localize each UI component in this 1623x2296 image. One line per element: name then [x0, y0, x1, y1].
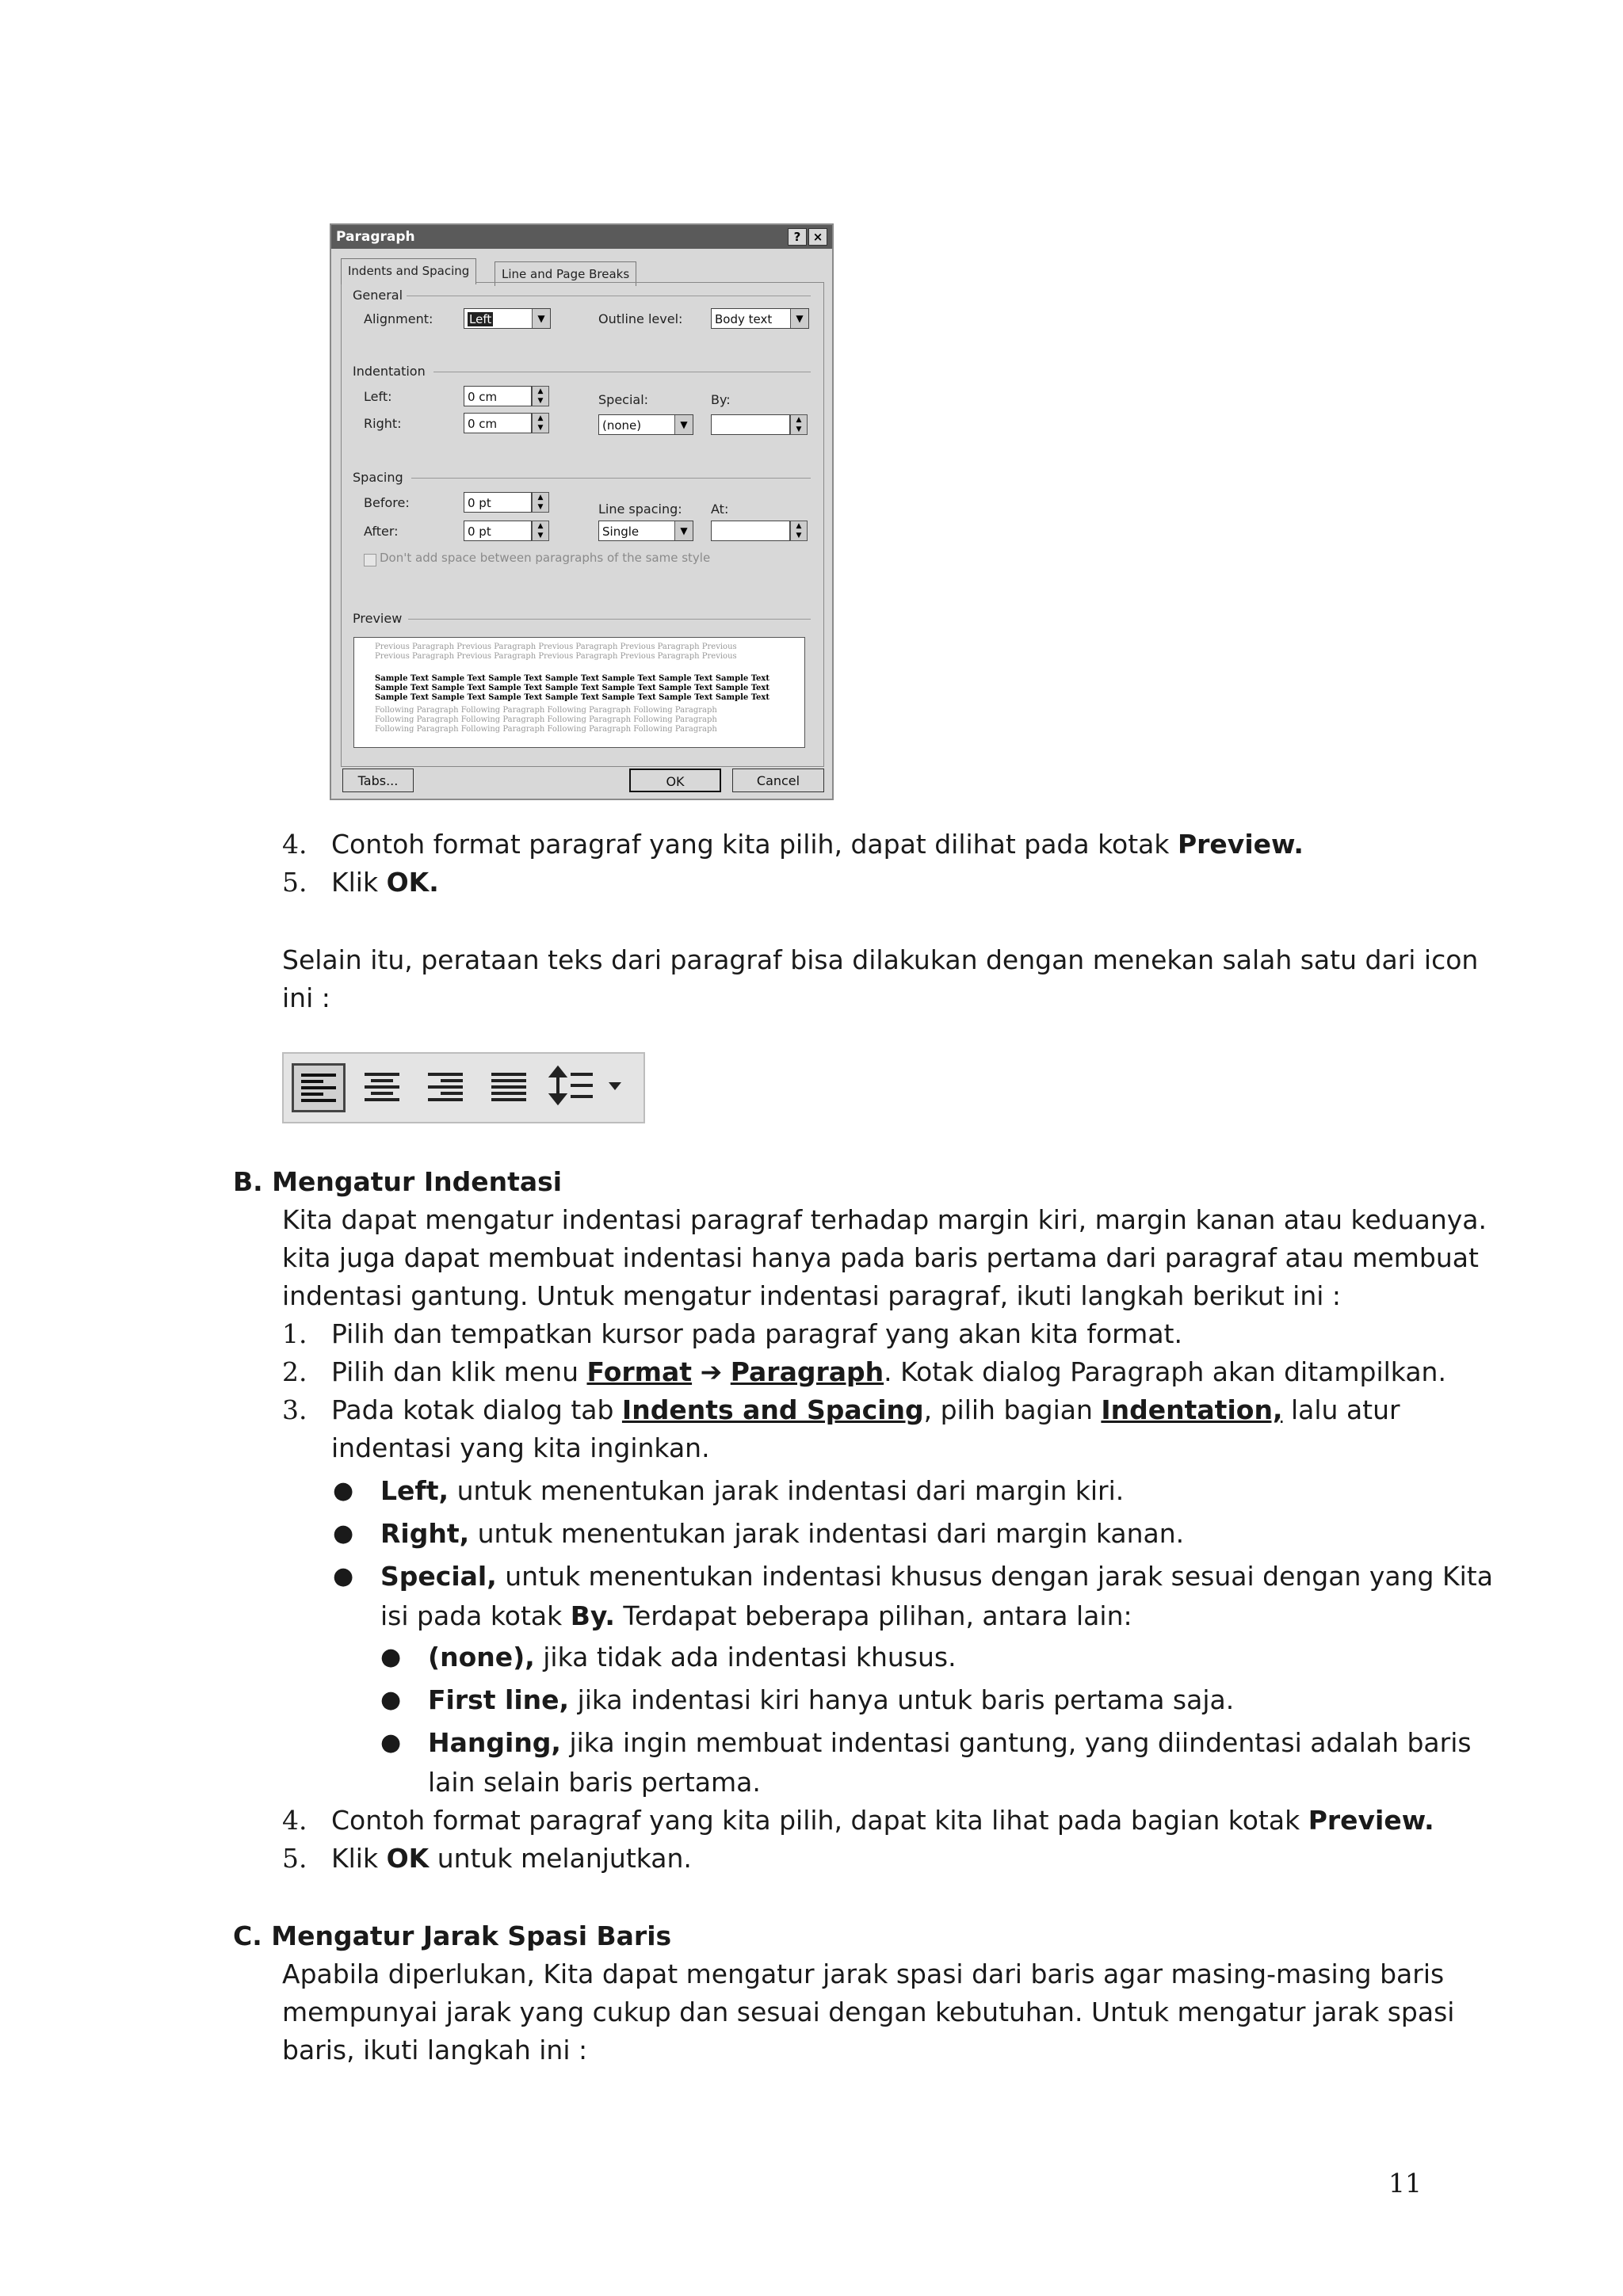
intro-line: ini :	[282, 982, 330, 1013]
group-divider	[408, 619, 811, 620]
paragraph-dialog	[330, 223, 834, 800]
term: Right,	[380, 1518, 470, 1549]
term: OK	[386, 1843, 430, 1874]
after-input[interactable]: 0 pt	[464, 521, 532, 541]
preview-sample-line: Sample Text Sample Text Sample Text Sample Text Sample Text Sample Text Sample Text	[375, 693, 769, 702]
dialog-title: Paragraph	[331, 225, 832, 249]
list-item-text	[380, 1597, 1132, 1635]
general-group-label: General	[353, 288, 403, 303]
special-label: Special:	[598, 392, 649, 407]
tab-indents-spacing[interactable]: Indents and Spacing	[341, 258, 476, 284]
alignment-select[interactable]	[464, 308, 551, 329]
text-segment: Contoh format paragraf yang kita pilih, dapat kita lihat pada bagian kotak	[331, 1805, 1308, 1836]
list-item	[282, 864, 307, 902]
cancel-button[interactable]: Cancel	[732, 769, 824, 792]
step-number: 3.	[282, 1394, 307, 1425]
list-item-text: lain selain baris pertama.	[428, 1767, 761, 1798]
at-input[interactable]	[711, 521, 790, 541]
line-spacing-select[interactable]	[598, 521, 693, 541]
justify-icon[interactable]	[482, 1063, 536, 1112]
arrow-icon: ➔	[700, 1356, 723, 1387]
tabs-button[interactable]: Tabs...	[342, 769, 414, 792]
list-item-text	[428, 1681, 1234, 1719]
step-bold: OK.	[386, 867, 439, 898]
align-right-icon[interactable]	[418, 1063, 472, 1112]
special-select[interactable]	[598, 414, 693, 435]
list-item-text	[380, 1515, 1184, 1553]
menu-paragraph: Paragraph	[730, 1356, 884, 1387]
spacing-group-label: Spacing	[353, 470, 403, 485]
preview-following-line: Following Paragraph Following Paragraph Following Paragraph Following Paragraph	[375, 715, 717, 724]
text-segment: untuk melanjutkan.	[429, 1843, 692, 1874]
list-item-text	[331, 826, 1304, 864]
bullet-icon: ●	[380, 1729, 402, 1756]
outline-level-value: Body text	[715, 312, 773, 326]
at-label: At:	[711, 502, 729, 517]
text-segment: lalu atur	[1282, 1394, 1400, 1425]
preview-following-line: Following Paragraph Following Paragraph Following Paragraph Following Paragraph	[375, 725, 717, 734]
list-item-text	[380, 1558, 1493, 1596]
text-segment: Pilih dan klik menu	[331, 1356, 587, 1387]
list-item-text	[331, 864, 439, 902]
preview-box	[353, 637, 805, 748]
dont-add-space-checkbox[interactable]	[364, 554, 376, 566]
text-segment: untuk menentukan jarak indentasi dari margin kiri.	[449, 1475, 1125, 1506]
close-button[interactable]: ×	[808, 228, 827, 246]
bullet-icon: ●	[333, 1562, 354, 1590]
chevron-down-icon: ▼	[674, 521, 693, 540]
preview-sample-line: Sample Text Sample Text Sample Text Sample Text Sample Text Sample Text Sample Text	[375, 684, 769, 692]
step-text: Pilih dan tempatkan kursor pada paragraf yang akan kita format.	[331, 1318, 1182, 1349]
text-segment: untuk menentukan indentasi khusus dengan jarak sesuai dengan yang Kita	[496, 1561, 1493, 1592]
step-bold: Preview.	[1177, 829, 1304, 860]
text-segment: jika ingin membuat indentasi gantung, yang diindentasi adalah baris	[560, 1727, 1472, 1758]
text-segment: untuk menentukan jarak indentasi dari margin kanan.	[469, 1518, 1185, 1549]
page-number: 11	[1388, 2168, 1422, 2199]
group-divider	[411, 478, 811, 479]
bullet-icon: ●	[333, 1477, 354, 1505]
step-text	[331, 1840, 692, 1878]
preview-following-line: Following Paragraph Following Paragraph Following Paragraph Following Paragraph	[375, 706, 717, 715]
text-segment: Pada kotak dialog tab	[331, 1394, 622, 1425]
step-number: 4.	[282, 829, 307, 860]
by-input[interactable]	[711, 414, 790, 435]
intro-line: Selain itu, perataan teks dari paragraf bisa dilakukan dengan menekan salah satu dari icon	[282, 944, 1479, 975]
line-spacing-value: Single	[602, 524, 640, 539]
text-segment: , pilih bagian	[923, 1394, 1102, 1425]
tab-reference: Indents and Spacing	[621, 1394, 924, 1425]
preview-sample-line: Sample Text Sample Text Sample Text Sample Text Sample Text Sample Text Sample Text	[375, 674, 769, 683]
term: Hanging,	[428, 1727, 561, 1758]
preview-previous-line: Previous Paragraph Previous Paragraph Previous Paragraph Previous Paragraph Previous	[375, 652, 737, 661]
dont-add-space-label: Don't add space between paragraphs of the same style	[380, 551, 711, 565]
menu-format: Format	[586, 1356, 693, 1387]
before-label: Before:	[364, 495, 410, 510]
list-item-text	[428, 1638, 957, 1676]
text-segment: . Kotak dialog Paragraph akan ditampilkan.	[884, 1356, 1446, 1387]
alignment-toolbar	[282, 1052, 645, 1123]
align-center-icon[interactable]	[355, 1063, 409, 1112]
chevron-down-icon: ▼	[674, 415, 693, 434]
paragraph-line: Kita dapat mengatur indentasi paragraf terhadap margin kiri, margin kanan atau keduanya.	[282, 1204, 1487, 1235]
bullet-icon: ●	[380, 1686, 402, 1714]
step-number: 5.	[282, 1843, 307, 1874]
after-spinner[interactable]: ▲ ▼	[532, 521, 549, 541]
preview-group-label: Preview	[353, 611, 403, 626]
step-text	[331, 1802, 1434, 1840]
term: (none),	[428, 1642, 535, 1672]
text-segment: isi pada kotak	[380, 1600, 571, 1631]
section-reference: Indentation,	[1101, 1394, 1283, 1425]
term: Preview.	[1308, 1805, 1434, 1836]
term: By.	[570, 1600, 615, 1631]
step-number: 5.	[282, 867, 307, 898]
section-heading: B. Mengatur Indentasi	[233, 1166, 563, 1197]
left-indent-input[interactable]: 0 cm	[464, 386, 532, 406]
before-spinner[interactable]: ▲ ▼	[532, 492, 549, 513]
paragraph-line: baris, ikuti langkah ini :	[282, 2035, 588, 2065]
term: First line,	[428, 1684, 570, 1715]
right-indent-input[interactable]: 0 cm	[464, 413, 532, 433]
paragraph-line: mempunyai jarak yang cukup dan sesuai dengan kebutuhan. Untuk mengatur jarak spasi	[282, 1997, 1455, 2027]
list-item	[282, 826, 307, 864]
at-spinner[interactable]: ▲ ▼	[790, 521, 808, 541]
section-heading: C. Mengatur Jarak Spasi Baris	[233, 1920, 672, 1951]
step-text: indentasi yang kita inginkan.	[331, 1432, 710, 1463]
step-text	[331, 1353, 1446, 1391]
right-indent-label: Right:	[364, 416, 402, 431]
step-number: 2.	[282, 1356, 307, 1387]
chevron-down-icon: ▼	[532, 309, 550, 328]
indentation-group-label: Indentation	[353, 364, 426, 379]
by-spinner[interactable]: ▲ ▼	[790, 414, 808, 435]
paragraph-line: Apabila diperlukan, Kita dapat mengatur jarak spasi dari baris agar masing-masing baris	[282, 1958, 1445, 1989]
bullet-icon: ●	[333, 1520, 354, 1547]
step-text: Klik	[331, 867, 387, 898]
left-indent-label: Left:	[364, 389, 392, 404]
special-value: (none)	[602, 418, 642, 433]
tab-line-page-breaks[interactable]: Line and Page Breaks	[495, 261, 636, 286]
text-segment: Terdapat beberapa pilihan, antara lain:	[614, 1600, 1132, 1631]
help-button[interactable]: ?	[788, 228, 807, 246]
after-label: After:	[364, 524, 399, 539]
bullet-icon: ●	[380, 1643, 402, 1671]
align-left-icon[interactable]	[292, 1063, 346, 1112]
ok-button[interactable]: OK	[629, 769, 721, 792]
outline-level-label: Outline level:	[598, 311, 683, 326]
paragraph-line: kita juga dapat membuat indentasi hanya pada baris pertama dari paragraf atau membuat	[282, 1242, 1479, 1273]
step-number: 4.	[282, 1805, 307, 1836]
text-segment: Klik	[331, 1843, 387, 1874]
by-label: By:	[711, 392, 731, 407]
step-text: Contoh format paragraf yang kita pilih, dapat dilihat pada kotak	[331, 829, 1178, 860]
text-segment: jika indentasi kiri hanya untuk baris pertama saja.	[569, 1684, 1235, 1715]
alignment-label: Alignment:	[364, 311, 433, 326]
line-spacing-icon[interactable]	[547, 1063, 634, 1112]
list-item-text	[380, 1472, 1124, 1510]
paragraph-line: indentasi gantung. Untuk mengatur indentasi paragraf, ikuti langkah berikut ini :	[282, 1280, 1342, 1311]
term: Left,	[380, 1475, 449, 1506]
preview-previous-line: Previous Paragraph Previous Paragraph Previous Paragraph Previous Paragraph Previous	[375, 643, 737, 651]
term: Special,	[380, 1561, 497, 1592]
step-number: 1.	[282, 1318, 307, 1349]
step-text	[331, 1391, 1400, 1429]
text-segment: jika tidak ada indentasi khusus.	[534, 1642, 957, 1672]
list-item-text	[428, 1724, 1472, 1762]
chevron-down-icon: ▼	[790, 309, 808, 328]
outline-level-select[interactable]	[711, 308, 809, 329]
before-input[interactable]: 0 pt	[464, 492, 532, 513]
alignment-value: Left	[469, 312, 492, 326]
left-indent-spinner[interactable]: ▲ ▼	[532, 386, 549, 406]
right-indent-spinner[interactable]: ▲ ▼	[532, 413, 549, 433]
line-spacing-label: Line spacing:	[598, 502, 682, 517]
